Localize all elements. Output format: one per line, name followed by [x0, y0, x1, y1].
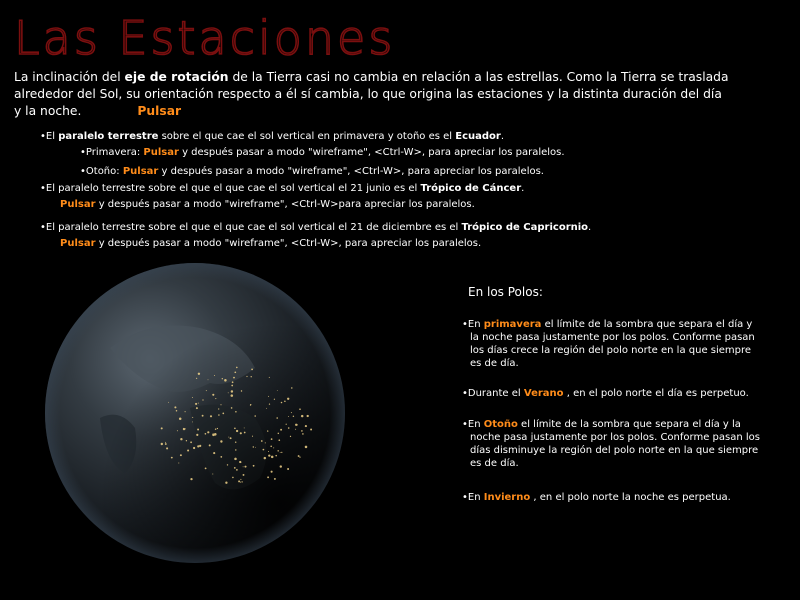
cancer-section: [40, 181, 740, 213]
capricornio-line: [40, 220, 740, 236]
capricornio-pulsar-line: [40, 236, 740, 252]
intro-text: alrededor del Sol, su orientación respecto a él sí cambia, lo que origina las estaciones y la distinta duración del día: [14, 87, 722, 101]
poles-text: es de día.: [470, 458, 519, 469]
ecuador-section: [40, 129, 740, 180]
intro-line-1: [14, 69, 794, 86]
intro-text: y la noche.: [14, 104, 82, 118]
poles-primavera: [462, 318, 792, 370]
intro-pulsar-link[interactable]: Pulsar: [137, 104, 182, 118]
primavera-label: •Primavera:: [80, 147, 144, 158]
poles-invierno-line: [462, 491, 792, 504]
ecuador-highlight: Ecuador: [455, 131, 501, 142]
poles-otono-line1: [462, 418, 792, 431]
poles-text: días disminuye la región del polo norte en la que siempre: [470, 445, 759, 456]
intro-text: de la Tierra casi no cambia en relación a las estrellas. Como la Tierra se traslada: [228, 70, 729, 84]
poles-text: el límite de la sombra que separa el día y: [541, 319, 753, 330]
poles-otono: [462, 418, 792, 470]
primavera-text: y después pasar a modo "wireframe", <Ctrl-W>, para apreciar los paralelos.: [178, 147, 565, 158]
primavera-line: [40, 145, 740, 161]
poles-primavera-line1: [462, 318, 792, 331]
paralelo-highlight: paralelo terrestre: [58, 131, 159, 142]
cancer-rest-text: y después pasar a modo "wireframe", <Ctrl-W>para apreciar los paralelos.: [95, 199, 475, 210]
cancer-highlight: Trópico de Cáncer: [420, 183, 522, 194]
cancer-text: .: [521, 183, 525, 194]
cancer-text: •El paralelo terrestre sobre el que el que cae el sol vertical el 21 junio es el: [40, 183, 421, 194]
poles-text: los días crece la región del polo norte en la que siempre: [470, 345, 752, 356]
otono-link[interactable]: Otoño: [483, 419, 518, 430]
bullet-text: •En: [462, 419, 484, 430]
ecuador-text: sobre el que cae el sol vertical en primavera y otoño es el: [158, 131, 456, 142]
capricornio-text: •El paralelo terrestre sobre el que el que cae el sol vertical el 21 de diciembre es el: [40, 222, 462, 233]
intro-paragraph: [14, 69, 794, 120]
cancer-pulsar-line: [40, 197, 740, 213]
bullet-text: •En: [462, 319, 484, 330]
capricornio-section: [40, 220, 740, 252]
poles-verano: [462, 387, 792, 400]
otono-line: [40, 164, 740, 180]
page-title: Las Estaciones: [14, 11, 396, 65]
intro-text: La inclinación del: [14, 70, 125, 84]
poles-text: , en el polo norte el día es perpetuo.: [563, 388, 749, 399]
intro-line-2: [14, 86, 794, 103]
capricornio-rest-text: y después pasar a modo "wireframe", <Ctrl-W>, para apreciar los paralelos.: [95, 238, 482, 249]
intro-line-3: [14, 103, 794, 120]
ecuador-line: [40, 129, 740, 145]
poles-title: En los Polos:: [468, 285, 543, 299]
bullet-text: •Durante el: [462, 388, 524, 399]
primavera-link[interactable]: primavera: [483, 319, 542, 330]
primavera-pulsar-link[interactable]: Pulsar: [143, 147, 179, 158]
poles-verano-line: [462, 387, 792, 400]
otono-pulsar-link[interactable]: Pulsar: [122, 166, 159, 177]
intro-highlight-eje: eje de rotación: [124, 70, 229, 84]
cancer-pulsar-link[interactable]: Pulsar: [60, 199, 96, 210]
bullet-text: •En: [462, 492, 484, 503]
poles-text: el límite de la sombra que separa el día y la: [517, 419, 741, 430]
otono-label: •Otoño:: [80, 166, 123, 177]
poles-text: , en el polo norte la noche es perpetua.: [530, 492, 731, 503]
otono-text: y después pasar a modo "wireframe", <Ctrl-W>, para apreciar los paralelos.: [158, 166, 544, 177]
invierno-link[interactable]: Invierno: [483, 492, 531, 503]
ecuador-text: .: [500, 131, 505, 142]
poles-text: noche pasa justamente por los polos. Conforme pasan los: [470, 432, 760, 443]
verano-link[interactable]: Verano: [523, 388, 564, 399]
earth-globe-image: [40, 258, 350, 568]
capricornio-pulsar-link[interactable]: Pulsar: [60, 238, 96, 249]
poles-text: es de día.: [470, 358, 519, 369]
capricornio-highlight: Trópico de Capricornio: [461, 222, 589, 233]
poles-invierno: [462, 491, 792, 504]
poles-text: la noche pasa justamente por los polos. Conforme pasan: [470, 332, 755, 343]
bullet-text: •El: [40, 131, 59, 142]
capricornio-text: .: [588, 222, 592, 233]
cancer-line: [40, 181, 740, 197]
